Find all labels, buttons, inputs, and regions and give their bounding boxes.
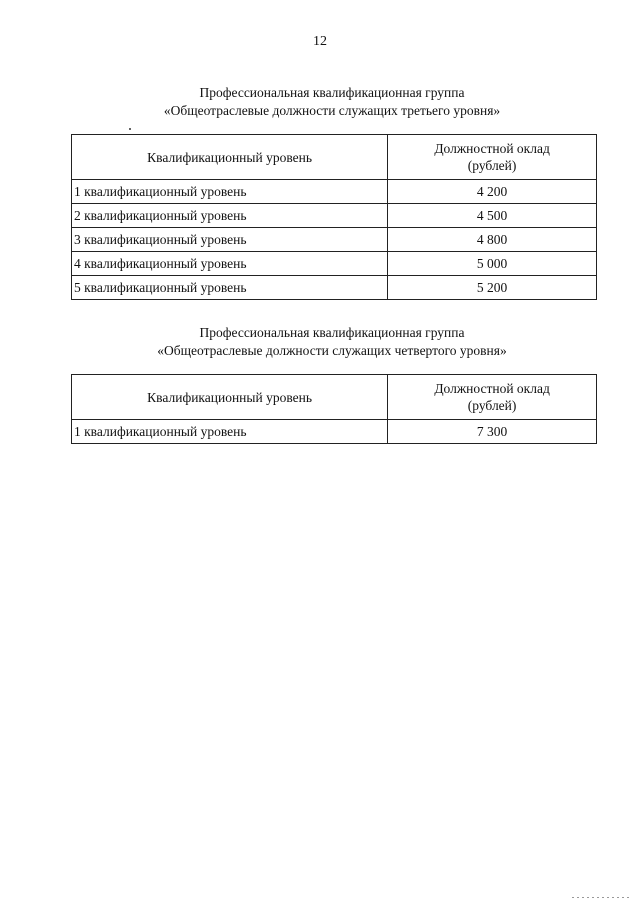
salary-cell: 4 800: [388, 228, 597, 252]
scan-artifact: [572, 897, 632, 898]
salary-table-third-level: [71, 134, 597, 300]
table-row: [72, 252, 597, 276]
group-heading-line1: Профессиональная квалификационная группа: [199, 325, 465, 340]
salary-table-fourth-level: [71, 374, 597, 444]
column-header-salary: [388, 375, 597, 420]
column-header-salary-line2: (рублей): [467, 158, 517, 173]
column-header-level: Квалификационный уровень: [72, 375, 388, 420]
salary-cell: 5 000: [388, 252, 597, 276]
group-heading-line1: Профессиональная квалификационная группа: [199, 85, 465, 100]
group-heading-third-level: [0, 84, 640, 120]
table-row: [72, 180, 597, 204]
group-heading-line2: «Общеотраслевые должности служащих третьего уровня»: [163, 103, 501, 118]
page-number: 12: [313, 34, 327, 49]
table-row: [72, 420, 597, 444]
scan-speck: [129, 128, 131, 130]
table-row: [72, 204, 597, 228]
level-cell: 3 квалификационный уровень: [72, 228, 388, 252]
table-header-row: [72, 135, 597, 180]
level-cell: 1 квалификационный уровень: [72, 180, 388, 204]
level-cell: 2 квалификационный уровень: [72, 204, 388, 228]
salary-cell: 7 300: [388, 420, 597, 444]
column-header-salary: [388, 135, 597, 180]
table-header-row: [72, 375, 597, 420]
level-cell: 1 квалификационный уровень: [72, 420, 388, 444]
table-row: [72, 228, 597, 252]
salary-cell: 4 500: [388, 204, 597, 228]
salary-cell: 4 200: [388, 180, 597, 204]
group-heading-line2: «Общеотраслевые должности служащих четвертого уровня»: [157, 343, 507, 358]
column-header-salary-line1: Должностной оклад: [434, 381, 550, 396]
column-header-level: Квалификационный уровень: [72, 135, 388, 180]
level-cell: 4 квалификационный уровень: [72, 252, 388, 276]
column-header-salary-line1: Должностной оклад: [434, 141, 550, 156]
column-header-salary-line2: (рублей): [467, 398, 517, 413]
level-cell: 5 квалификационный уровень: [72, 276, 388, 300]
salary-cell: 5 200: [388, 276, 597, 300]
table-row: [72, 276, 597, 300]
group-heading-fourth-level: [0, 324, 640, 360]
